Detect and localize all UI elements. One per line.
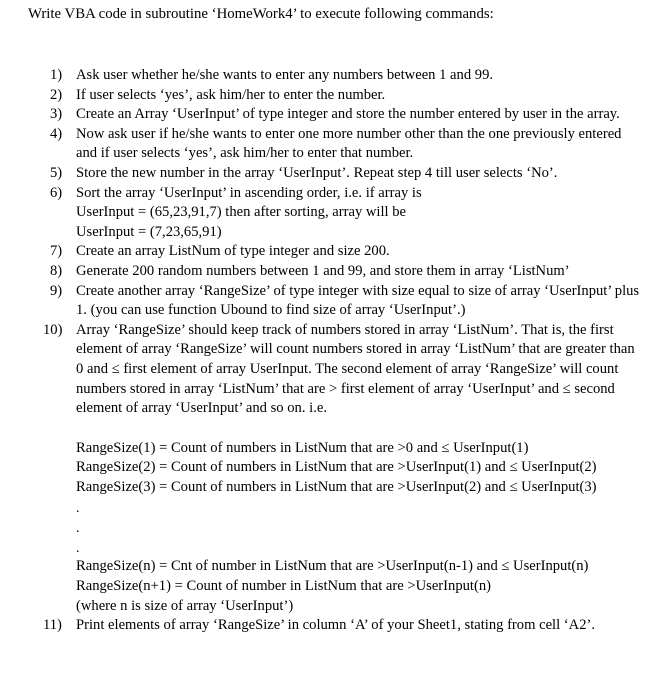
list-item (0, 66, 644, 86)
formula-line: RangeSize(n) = Cnt of number in ListNum that are >UserInput(n-1) and ≤ UserInput(n) (76, 558, 589, 575)
item-text: Create an array ListNum of type integer and size 200. (76, 243, 390, 260)
list-item (0, 321, 644, 498)
item-text: Generate 200 random numbers between 1 and 99, and store them in array ‘ListNum’ (76, 262, 570, 279)
assignment-heading: Write VBA code in subroutine ‘HomeWork4’ to execute following commands: (28, 6, 494, 22)
item-text: Store the new number in the array ‘UserInput’. Repeat step 4 till user selects ‘No’. (76, 164, 558, 181)
item-number: 7) (50, 243, 63, 260)
item-text: Ask user whether he/she wants to enter any numbers between 1 and 99. (76, 67, 494, 83)
list-item (0, 184, 644, 243)
item-text: Array ‘RangeSize’ should keep track of numbers stored in array ‘ListNum’. That is, the first element of array ‘RangeSize’ will count numbers stored in array ‘ListNum’ that are greater than 0 and ≤ first element of array UserInput. The second element of array ‘RangeSize’ will count numbers stored in array ‘ListNum’ that are > first element of array ‘UserInput’ and ≤ second element of array ‘UserInput’ and so on. i.e. (76, 321, 635, 417)
list-item (0, 282, 644, 321)
item-number: 11) (43, 617, 62, 634)
formula-block-n (0, 557, 644, 616)
list-item (0, 86, 644, 106)
item-text: Create another array ‘RangeSize’ of type integer with size equal to size of array ‘UserInput’ plus 1. (you can use function Ubound to find size of array ‘UserInput’.) (76, 282, 640, 319)
list-item (0, 125, 644, 164)
item-text: Print elements of array ‘RangeSize’ in column ‘A’ of your Sheet1, stating from cell ‘A2’. (76, 617, 596, 634)
item-number: 2) (50, 86, 63, 103)
formula-note: (where n is size of array ‘UserInput’) (76, 597, 294, 614)
item-text: If user selects ‘yes’, ask him/her to enter the number. (76, 86, 386, 103)
ellipsis-dot: . (76, 501, 80, 517)
item-text-line: Sort the array ‘UserInput’ in ascending order, i.e. if array is (76, 184, 422, 201)
item-number: 8) (50, 262, 63, 279)
item-number: 3) (50, 106, 63, 123)
item-number: 10) (43, 321, 63, 338)
formula-line: RangeSize(2) = Count of numbers in ListNum that are >UserInput(1) and ≤ UserInput(2) (76, 459, 597, 476)
formula-line: RangeSize(n+1) = Count of number in ListNum that are >UserInput(n) (76, 578, 491, 595)
list-item (0, 164, 644, 184)
spacer (76, 419, 644, 439)
item-number: 9) (50, 282, 63, 299)
instruction-list (0, 66, 671, 636)
list-item (0, 242, 644, 262)
item-text: Now ask user if he/she wants to enter one more number other than the one previously entered and if user selects ‘yes’, ask him/her to enter that number. (76, 125, 622, 162)
formula-line: RangeSize(1) = Count of numbers in ListNum that are >0 and ≤ UserInput(1) (76, 439, 529, 456)
item-number: 5) (50, 164, 63, 181)
list-item (0, 105, 644, 125)
list-item (0, 616, 644, 636)
ellipsis-dot: . (76, 541, 80, 557)
ellipsis-dot: . (76, 521, 80, 537)
item-number: 4) (50, 125, 63, 142)
item-number: 1) (50, 67, 63, 83)
item-text: Create an Array ‘UserInput’ of type integer and store the number entered by user in the array. (76, 106, 620, 123)
list-item (0, 262, 644, 282)
example-before-sort: UserInput = (65,23,91,7) then after sorting, array will be (76, 204, 407, 221)
formula-line: RangeSize(3) = Count of numbers in ListNum that are >UserInput(2) and ≤ UserInput(3) (76, 478, 597, 495)
example-after-sort: UserInput = (7,23,65,91) (76, 223, 222, 240)
item-number: 6) (50, 184, 63, 201)
